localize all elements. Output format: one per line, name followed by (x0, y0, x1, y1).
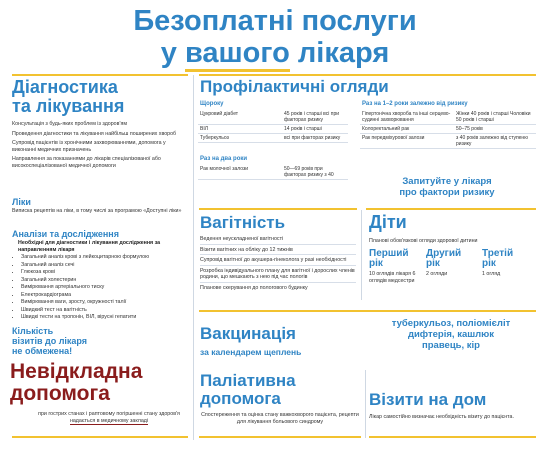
child-year-label-line2: рік (369, 258, 383, 269)
urgent-heading (10, 361, 142, 405)
unlimited-visits (12, 326, 87, 356)
vaccination-heading: Вакцинація (200, 324, 296, 343)
child-year-label (369, 249, 424, 269)
divider (366, 208, 536, 210)
tests-item: • Електрокардіограма (21, 292, 190, 300)
urgent-heading-line1: Невідкладна (10, 360, 143, 383)
tests-item: • Швидкі тести на тропонін, ВІЛ, вірусні гепатити (21, 314, 190, 322)
tests-item: • Загальний аналіз крові з лейкоцитарною формулою (21, 254, 190, 262)
preventive-heading: Профілактичні огляди (200, 77, 389, 96)
child-year-text: 2 огляди (426, 271, 448, 277)
unlimited-visits-line3: не обмежена! (12, 346, 73, 356)
checkup-note: 45 років і старші всі при факторах ризику (282, 110, 348, 125)
divider (12, 74, 188, 76)
column-separator (365, 370, 366, 438)
urgent-text-part2: надається в медичному закладі (69, 417, 149, 424)
divider (199, 310, 536, 312)
child-year-label-line2: рік (426, 258, 440, 269)
diagnostics-item: Супровід пацієнтів із хронічними захворюваннями, допомога у виконанні медичних призначень (12, 140, 166, 153)
checkup-name: ВІЛ (198, 125, 282, 134)
table-row (198, 134, 348, 143)
checkup-name: Гіпертонічна хвороба та інші серцево-судинні захворювання (360, 110, 454, 125)
child-year-label-line1: Другий (426, 248, 462, 259)
pregnancy-item: Розробка індивідуального плану для вагітної і дорослих членів родини, що мешкають з нею під час пологів (200, 268, 356, 283)
tests-item: • Швидкий тест на вагітність (21, 307, 190, 315)
checkup-note: 50—69 років при факторах ризику з 40 (282, 165, 348, 180)
checkup-note: з 40 років залежно від ступеню ризику (454, 134, 536, 149)
child-year-text: 10 оглядів лікаря 6 оглядів медсестри (369, 271, 416, 284)
vaccination-diseases-line2: дифтерія, кашлюк (407, 329, 495, 340)
column-separator (361, 210, 362, 300)
tests-heading: Аналізи та дослідження (12, 229, 119, 239)
divider (199, 208, 357, 210)
vaccination-diseases (376, 318, 526, 351)
tests-item: • Вимірювання артеріального тиску (21, 284, 190, 292)
pregnancy-heading: Вагітність (200, 213, 286, 232)
divider (369, 436, 536, 438)
tests-item: • Глюкоза крові (21, 269, 190, 277)
tests-item: • Загальний холестерин (21, 277, 190, 285)
urgent-text-part1: при гострих станах і раптовому погіршенні стану здоров'я (38, 411, 180, 417)
checkup-name: Рак передміхурової залози (360, 134, 454, 149)
pregnancy-item: Супровід вагітної до акушера-гінеколога у разі необхідності (200, 257, 356, 266)
child-year-label (426, 249, 476, 269)
yearly-label: Щороку (200, 101, 224, 107)
checkup-note: всі при факторах ризику (282, 134, 348, 143)
palliative-text: Спостереження та оцінка стану важкохворого пацієнта, рецепти для лікування больового синдрому (201, 412, 359, 425)
pregnancy-item: Ведення неускладненої вагітності (200, 236, 356, 245)
pregnancy-item: Візити вагітних на обліку до 12 тижнів (200, 247, 356, 256)
title-highlight: вашого (185, 37, 290, 72)
table-row (360, 125, 536, 134)
page-title-line2 (0, 38, 550, 69)
diagnostics-list (12, 121, 190, 170)
ask-about-risk-line2: про фактори ризику (399, 187, 495, 198)
medicines-heading: Ліки (12, 197, 31, 207)
risk-label: Раз на 1–2 роки залежно від ризику (362, 101, 468, 107)
child-year-label-line1: Третій (482, 248, 514, 259)
table-row (360, 110, 536, 125)
table-row (198, 165, 348, 180)
checkup-note: 50–75 років (454, 125, 536, 134)
pregnancy-list (200, 236, 356, 292)
child-year-3 (482, 249, 534, 278)
title-suffix: лікаря (297, 37, 390, 69)
ask-about-risk-line1: Запитуйте у лікаря (402, 176, 492, 187)
child-year-label-line2: рік (482, 258, 496, 269)
table-row (360, 134, 536, 149)
page-title-line1: Безоплатні послуги (133, 5, 417, 37)
child-year-label (482, 249, 534, 269)
unlimited-visits-line2: візитів до лікаря (12, 336, 88, 346)
diagnostics-heading (12, 78, 124, 116)
checkup-name: Рак молочної залози (198, 165, 282, 180)
tests-intro: Необхідні для діагностики і лікування дослідження за направленням лікаря (18, 240, 161, 253)
tests-item: • Загальний аналіз сечі (21, 262, 190, 270)
vaccination-diseases-line3: правець, кір (422, 340, 480, 351)
unlimited-visits-line1: Кількість (12, 326, 54, 336)
diagnostics-item: Проведення діагностики та лікування найбільш поширених хвороб (12, 130, 177, 137)
medicines-text: Виписка рецептів на ліки, в тому числі за програмою «Доступні ліки» (12, 208, 182, 214)
child-year-text: 1 огляд (482, 271, 501, 277)
column-separator (193, 75, 194, 440)
divider (12, 436, 188, 438)
title-prefix: у (160, 37, 177, 69)
divider (199, 74, 536, 76)
palliative-heading (200, 372, 296, 408)
diagnostics-heading-line2: та лікування (12, 96, 125, 116)
home-visits-text: Лікар самостійно визначає необхідність візиту до пацієнта. (369, 414, 514, 420)
vaccination-diseases-line1: туберкульоз, поліомієліт (391, 318, 511, 329)
children-heading: Діти (369, 212, 407, 232)
biennial-table (198, 165, 348, 180)
tests-item: • Вимірювання ваги, зросту, окружності талії (21, 299, 190, 307)
biennial-label: Раз на два роки (200, 156, 248, 162)
table-row (198, 125, 348, 134)
checkup-name: Колоректальний рак (360, 125, 454, 134)
risk-table (360, 110, 536, 149)
diagnostics-item: Консультація з будь-яких проблем із здоров'ям (12, 121, 127, 127)
child-year-label-line1: Перший (369, 248, 409, 259)
pregnancy-item: Планове скерування до пологового будинку (200, 284, 308, 291)
urgent-text (28, 411, 190, 424)
palliative-heading-line1: Паліативна (200, 371, 296, 390)
child-year-1 (369, 249, 424, 284)
checkup-name: Туберкульоз (198, 134, 282, 143)
home-visits-heading: Візити на дом (369, 390, 487, 409)
diagnostics-heading-line1: Діагностика (12, 77, 118, 97)
child-year-2 (426, 249, 476, 278)
urgent-heading-line2: допомога (10, 382, 110, 405)
diagnostics-item: Направлення за показаннями до лікарів спеціалізованої або високоспеціалізованої медичної допомоги (12, 156, 161, 169)
palliative-heading-line2: допомога (200, 389, 281, 408)
vaccination-subheading: за календарем щеплень (200, 347, 302, 357)
table-row (198, 110, 348, 125)
yearly-table (198, 110, 348, 143)
tests-list (14, 254, 190, 322)
checkup-name: Цукровий діабет (198, 110, 282, 125)
checkup-note: Жінки 40 років і старші Чоловіки 50 років і старші (454, 110, 536, 125)
divider (199, 436, 361, 438)
children-intro: Планові обов'язкові огляди здорової дитини (369, 238, 478, 244)
checkup-note: 14 років і старші (282, 125, 348, 134)
ask-about-risk (372, 176, 522, 198)
